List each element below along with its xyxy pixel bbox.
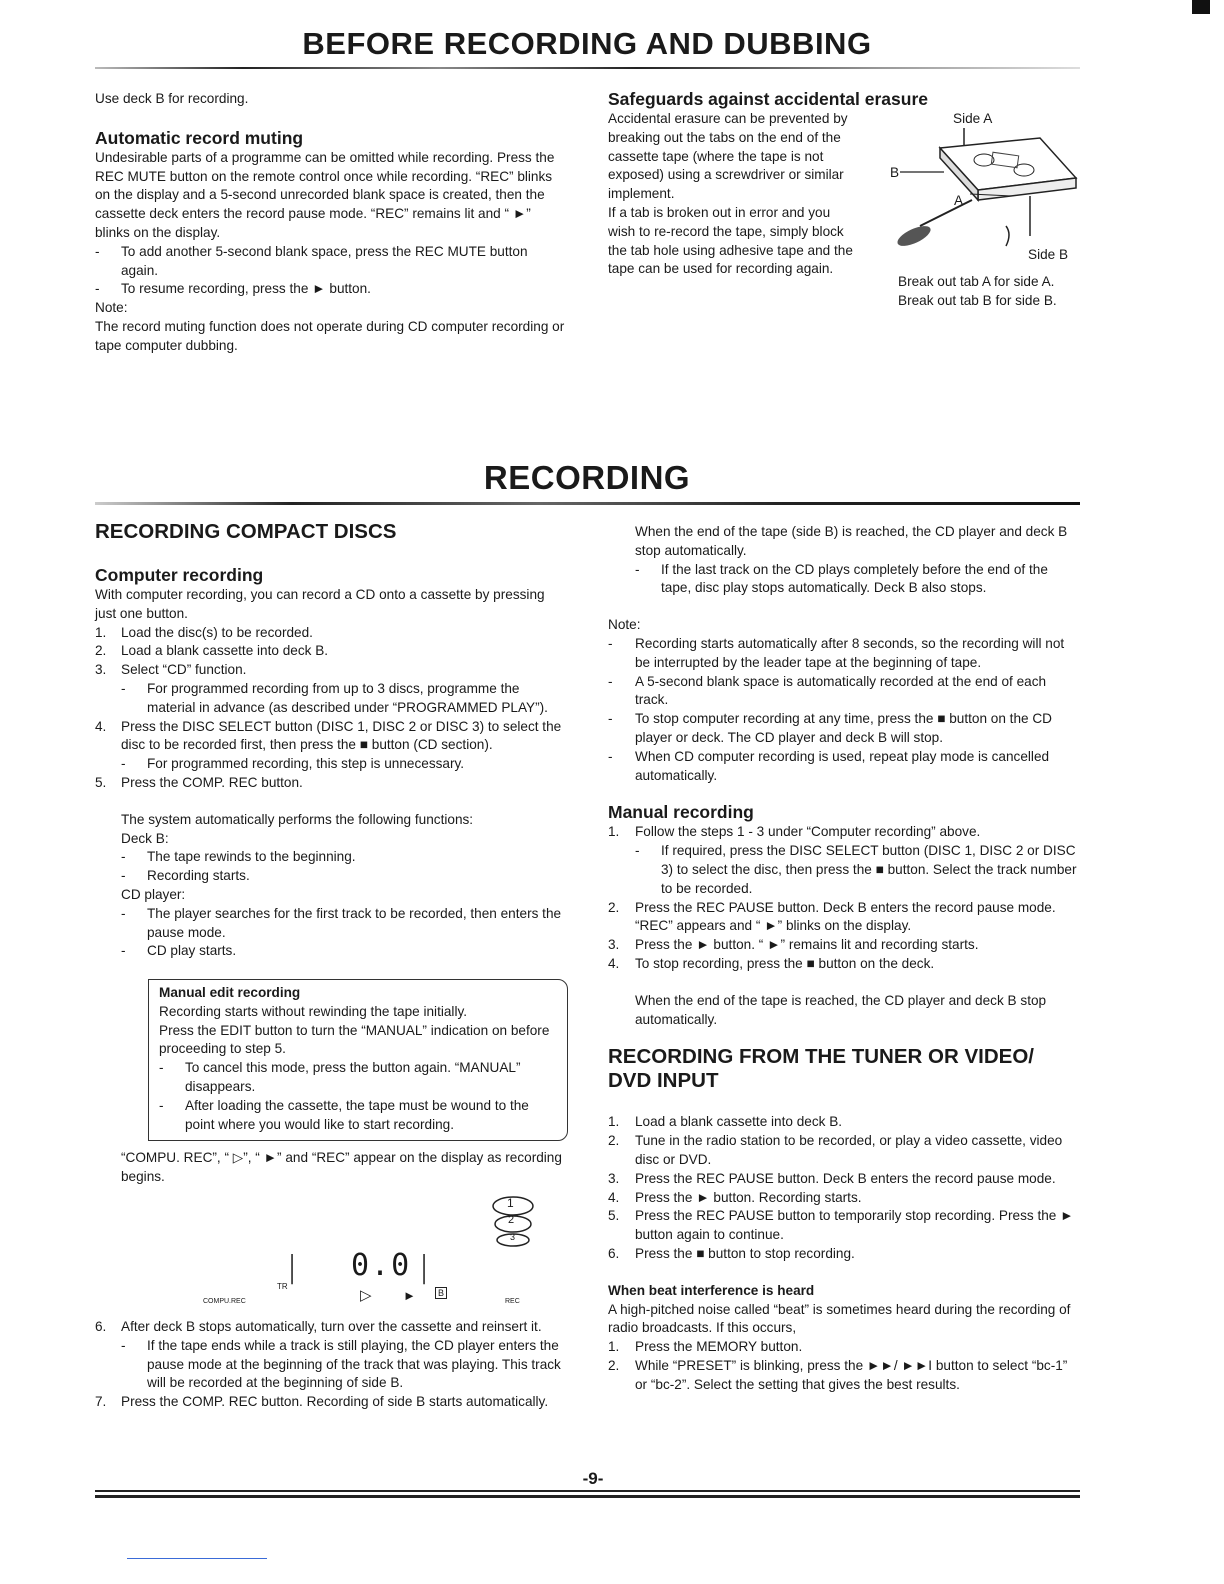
footer-link-line (127, 1558, 267, 1559)
list-item: - To stop computer recording at any time, press the ■ button on the CD player or deck. The CD player and deck B will stop. (608, 711, 1052, 745)
list-item: - A 5-second blank space is automatically recorded at the end of each track. (608, 673, 1047, 708)
display-appears-text: “COMPU. REC”, “ ▷”, “ ►” and “REC” appear on the display as recording begins. (121, 1150, 562, 1184)
section-title-recording: RECORDING (483, 459, 691, 496)
list-item: - To add another 5-second blank space, press the REC MUTE button again. (95, 243, 528, 278)
list-item: - To cancel this mode, press the button again. “MANUAL” disappears. (159, 1060, 521, 1094)
list-item: - If required, press the DISC SELECT button (DISC 1, DISC 2 or DISC 3) to select the disc, then press the ■ button. Select the track number to be recorded. (635, 843, 1077, 896)
list-item: - For programmed recording from up to 3 discs, programme the material in advance (as described under “PROGRAMMED PLAY”). (121, 680, 548, 715)
list-item: - If the tape ends while a track is still playing, the CD player enters the pause mode at the beginning of the track that was playing. This track will be recorded at the beginning of side B. (121, 1337, 561, 1391)
fig-caption-a: Break out tab A for side A. (898, 274, 1055, 289)
cd-recording-heading: RECORDING COMPACT DISCS (95, 520, 397, 543)
list-item: - Recording starts. (121, 868, 250, 884)
safeguards-text-2: If a tab is broken out in error and you wish to re-record the tape, simply block the tab hole using adhesive tape and the tape can be used for recording again. (608, 204, 853, 277)
lcd-compu-rec-label: COMPU.REC (203, 1298, 246, 1305)
list-item: 5. Press the COMP. REC button. (95, 774, 303, 790)
tape-end-text: When the end of the tape (side B) is reached, the CD player and deck B stop automatically. (635, 524, 1068, 558)
manual-edit-title: Manual edit recording (159, 985, 301, 1000)
list-item: 5. Press the REC PAUSE button to temporarily stop recording. Press the ► button again to continue. (608, 1208, 1074, 1243)
list-item: 4. To stop recording, press the ■ button on the deck. (608, 955, 935, 971)
list-item: 3. Press the ► button. “ ►” remains lit and recording starts. (608, 937, 979, 953)
sec2-left-column (95, 520, 567, 961)
page-corner-tab (1192, 0, 1210, 14)
lcd-track-digit: | (286, 1250, 298, 1285)
lcd-time-digits: 0.0 (351, 1248, 412, 1283)
manual-edit-text-1: Recording starts without rewinding the tape initially. (159, 1003, 468, 1019)
list-item: 1. Press the MEMORY button. (608, 1339, 803, 1355)
sec1-left-column (95, 90, 567, 356)
lcd-play-solid-icon: ► (403, 1288, 416, 1303)
list-item: 2. Tune in the radio station to be recorded, or play a video cassette, video disc or DVD. (608, 1133, 1063, 1167)
title-rule (95, 67, 1080, 69)
list-item: 1. Load a blank cassette into deck B. (608, 1114, 843, 1130)
system-functions-text: The system automatically performs the following functions: (121, 811, 474, 827)
list-item: - For programmed recording, this step is unnecessary. (121, 756, 465, 772)
footer-rule (95, 1495, 1080, 1498)
sec2-left-column-bottom (95, 1318, 567, 1412)
cd-player-label: CD player: (121, 886, 186, 902)
list-item: - CD play starts. (121, 943, 237, 959)
tuner-recording-heading: RECORDING FROM THE TUNER OR VIDEO/ DVD INPUT (608, 1045, 1034, 1093)
lcd-rec-label: REC (505, 1298, 520, 1305)
list-item: 4. Press the DISC SELECT button (DISC 1, DISC 2 or DISC 3) to select the disc to be recorded first, then press the ■ button (CD section). (95, 718, 562, 753)
fig-caption-b: Break out tab B for side B. (898, 292, 1057, 308)
cassette-illustration (880, 108, 1080, 268)
cassette-tab-figure (880, 108, 1080, 268)
list-item: - The player searches for the first track to be recorded, then enters the pause mode. (121, 905, 562, 940)
beat-heading: When beat interference is heard (608, 1282, 815, 1298)
safeguards-text-1: Accidental erasure can be prevented by breaking out the tabs on the end of the cassette tape (where the tape is not exposed) using a screwdriver or similar implement. (608, 111, 848, 202)
title-rule (95, 502, 1080, 505)
list-item: 2. Press the REC PAUSE button. Deck B enters the record pause mode. “REC” appears and “ ►” blinks on the display. (608, 899, 1056, 934)
computer-recording-heading: Computer recording (95, 565, 264, 585)
note-text: The record muting function does not operate during CD computer recording or tape computer dubbing. (95, 318, 565, 353)
intro-text: Use deck B for recording. (95, 91, 249, 106)
lcd-deck-b-icon: B (435, 1287, 447, 1299)
list-item: 6. After deck B stops automatically, turn over the cassette and reinsert it. (95, 1319, 542, 1334)
list-item: 3. Select “CD” function. (95, 662, 247, 678)
disc-2-number: 2 (508, 1214, 515, 1226)
list-item: - Recording starts automatically after 8 seconds, so the recording will not be interrupted by the leader tape at the beginning of tape. (608, 635, 1065, 670)
disc-1-number: 1 (507, 1196, 514, 1210)
sec2-right-column (608, 523, 1080, 1394)
list-item: 1. Load the disc(s) to be recorded. (95, 624, 313, 640)
lcd-display-illustration (195, 1190, 567, 1310)
list-item: 4. Press the ► button. Recording starts. (608, 1189, 862, 1205)
list-item: - If the last track on the CD plays completely before the end of the tape, disc play stops automatically. Deck B also stops. (635, 561, 1048, 596)
safeguards-heading: Safeguards against accidental erasure (608, 89, 928, 109)
list-item: 3. Press the REC PAUSE button. Deck B enters the record pause mode. (608, 1170, 1056, 1186)
fig-label-a: A (954, 193, 964, 208)
fig-label-b: B (890, 165, 900, 180)
lcd-track-label: TR (277, 1282, 288, 1291)
manual-recording-heading: Manual recording (608, 802, 754, 823)
section-title-before-recording: BEFORE RECORDING AND DUBBING (302, 26, 872, 61)
manual-edit-text-2: Press the EDIT button to turn the “MANUAL” indication on before proceeding to step 5. (159, 1022, 550, 1057)
auto-muting-heading: Automatic record muting (95, 127, 304, 148)
page-number: -9- (582, 1469, 604, 1488)
auto-muting-text: Undesirable parts of a programme can be omitted while recording. Press the REC MUTE button on the remote control once while recording. “REC” blinks on the display and a 5-second unrecorded blank space is created, then the cassette deck enters the record pause mode. “REC” remains lit and “ ►” blinks on the display. (95, 149, 555, 240)
list-item: 7. Press the COMP. REC button. Recording of side B starts automatically. (95, 1394, 549, 1410)
fig-label-side-b: Side B (1028, 247, 1069, 262)
manual-edit-box (148, 979, 568, 1141)
list-item: - After loading the cassette, the tape must be wound to the point where you would like to start recording. (159, 1097, 529, 1132)
disc-3-number: 3 (510, 1232, 516, 1242)
list-item: 2. Load a blank cassette into deck B. (95, 643, 329, 659)
note-label: Note: (95, 300, 128, 316)
deck-b-label: Deck B: (121, 830, 169, 846)
footer-rule (95, 1490, 1080, 1492)
lcd-digit: | (418, 1250, 430, 1285)
computer-recording-intro: With computer recording, you can record a CD onto a cassette by pressing just one button. (95, 587, 545, 621)
list-item: 2. While “PRESET” is blinking, press the ►►/ ►►I button to select “bc-1” or “bc-2”. Select the setting that gives the best results. (608, 1357, 1068, 1392)
manual-end-text: When the end of the tape is reached, the CD player and deck B stop automatically. (635, 992, 1047, 1027)
beat-text: A high-pitched noise called “beat” is sometimes heard during the recording of radio broadcasts. If this occurs, (608, 1301, 1071, 1336)
list-item: - To resume recording, press the ► button. (95, 281, 371, 297)
list-item: 1. Follow the steps 1 - 3 under “Computer recording” above. (608, 824, 981, 840)
lcd-play-outline-icon: ▷ (360, 1287, 372, 1304)
fig-caption (898, 273, 1088, 311)
list-item: - When CD computer recording is used, repeat play mode is cancelled automatically. (608, 748, 1050, 783)
list-item: - The tape rewinds to the beginning. (121, 849, 356, 865)
right-note-label: Note: (608, 617, 641, 633)
list-item: 6. Press the ■ button to stop recording. (608, 1245, 855, 1261)
fig-label-side-a: Side A (953, 111, 993, 126)
